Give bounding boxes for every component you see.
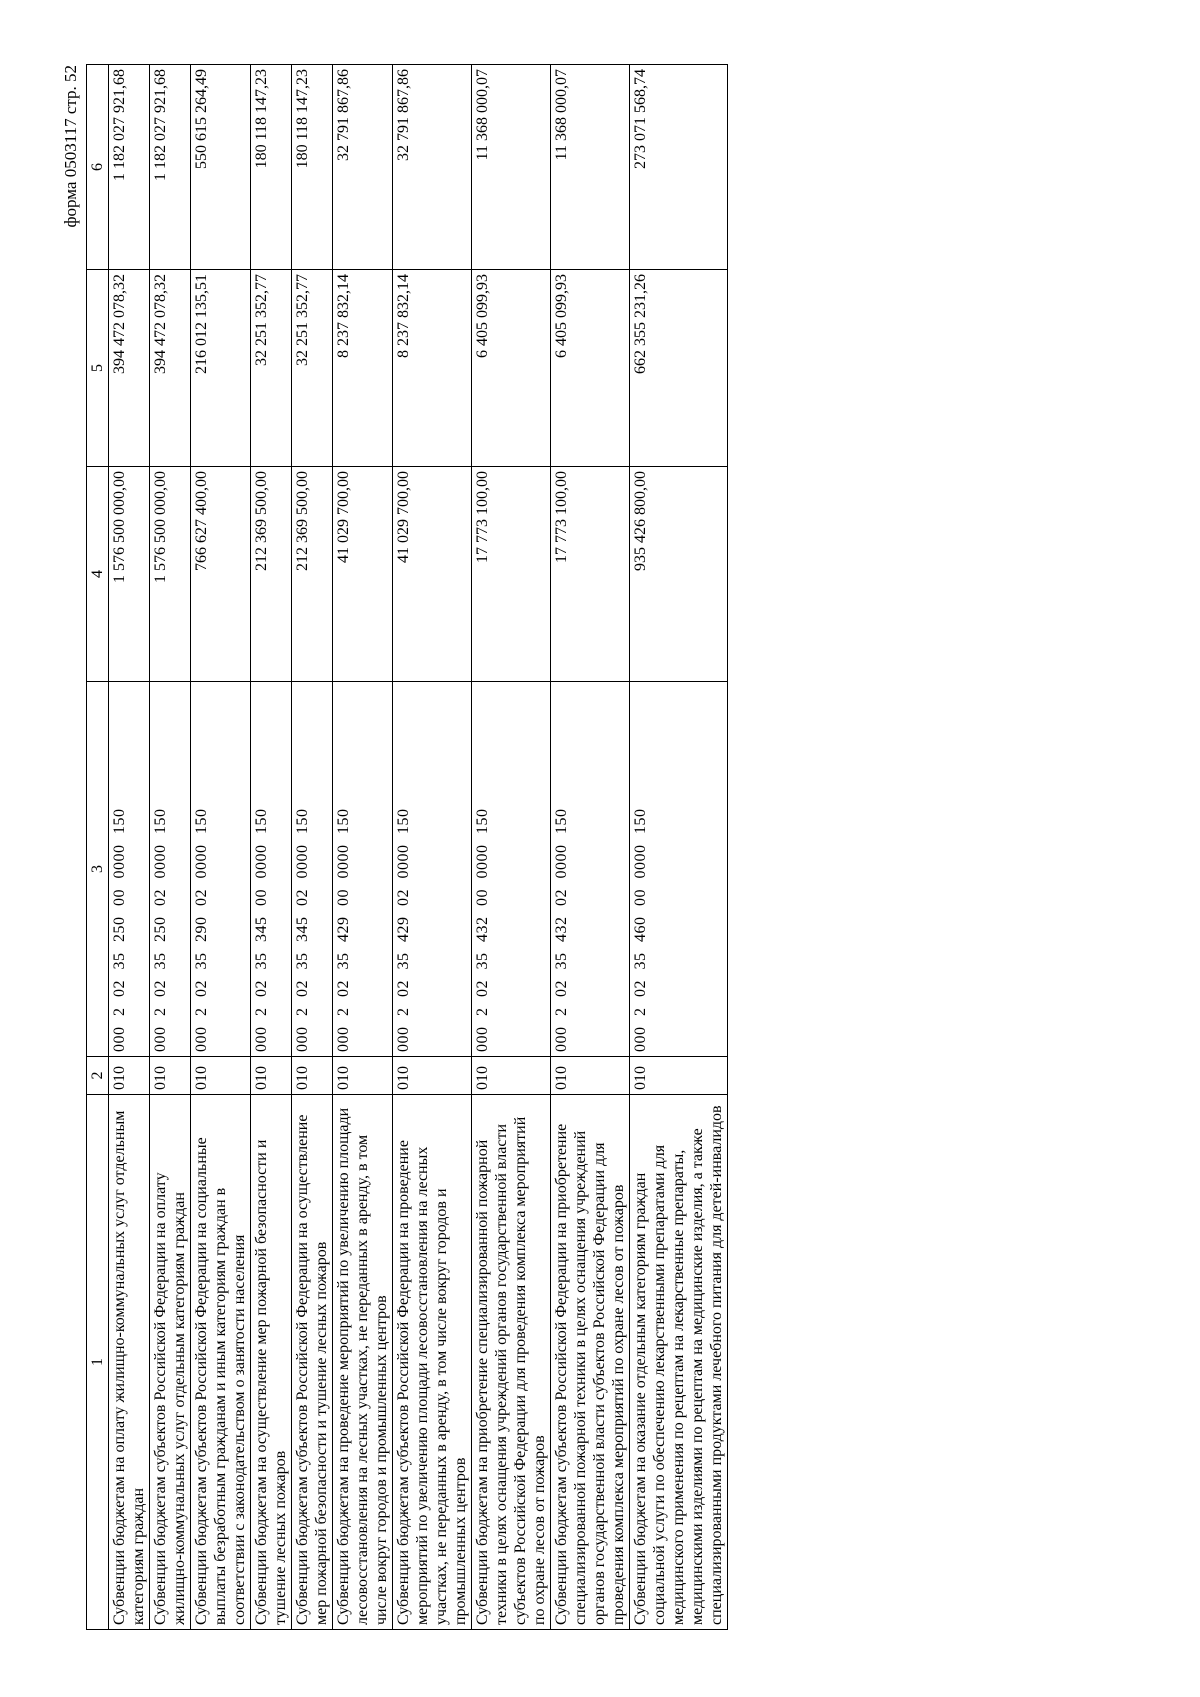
row-name: Субвенции бюджетам на осуществление мер пожарной безопасности и тушение лесных пожаров: [251, 1095, 292, 1630]
unexecuted-amount: 32 791 867,86: [393, 65, 472, 270]
executed-amount: 394 472 078,32: [150, 270, 191, 467]
unexecuted-amount: 11 368 000,07: [551, 65, 630, 270]
executed-amount: 6 405 099,93: [472, 270, 551, 467]
approved-amount: 766 627 400,00: [191, 467, 251, 682]
row-name: Субвенции бюджетам субъектов Российской Федерации на проведение мероприятий по увеличению площади лесовосстановления на лесных участках, не переданных в аренду, в том числе вокруг городов и промышленных центров: [393, 1095, 472, 1630]
budget-code: 000 2 02 35 460 00 0000 150: [630, 682, 728, 1057]
column-number-row: [87, 65, 109, 1630]
column-header: 2: [87, 1057, 109, 1095]
line-code: 010: [251, 1057, 292, 1095]
column-header: 4: [87, 467, 109, 682]
approved-amount: 17 773 100,00: [551, 467, 630, 682]
row-name: Субвенции бюджетам субъектов Российской Федерации на социальные выплаты безработным гражданам и иным категориям граждан в соответствии с законодательством о занятости населения: [191, 1095, 251, 1630]
executed-amount: 6 405 099,93: [551, 270, 630, 467]
line-code: 010: [393, 1057, 472, 1095]
table-row: [551, 65, 630, 1630]
approved-amount: 1 576 500 000,00: [150, 467, 191, 682]
unexecuted-amount: 11 368 000,07: [472, 65, 551, 270]
row-name: Субвенции бюджетам на приобретение специализированной пожарной техники в целях оснащения учреждений органов государственной власти субъектов Российской Федерации для проведения комплекса мероприятий по охране лесов от пожаров: [472, 1095, 551, 1630]
row-name: Субвенции бюджетам субъектов Российской Федерации на приобретение специализированной пожарной техники в целях оснащения учреждений органов государственной власти субъектов Российской Федерации для проведения комплекса мероприятий по охране лесов от пожаров: [551, 1095, 630, 1630]
unexecuted-amount: 273 071 568,74: [630, 65, 728, 270]
approved-amount: 1 576 500 000,00: [109, 467, 150, 682]
line-code: 010: [191, 1057, 251, 1095]
line-code: 010: [292, 1057, 333, 1095]
line-code: 010: [472, 1057, 551, 1095]
table-row: [630, 65, 728, 1630]
line-code: 010: [333, 1057, 393, 1095]
column-header: 5: [87, 270, 109, 467]
column-header: 1: [87, 1095, 109, 1630]
table-row: [333, 65, 393, 1630]
table-row: [191, 65, 251, 1630]
table-row: [109, 65, 150, 1630]
table-row: [150, 65, 191, 1630]
approved-amount: 41 029 700,00: [333, 467, 393, 682]
executed-amount: 32 251 352,77: [292, 270, 333, 467]
column-header: 3: [87, 682, 109, 1057]
budget-code: 000 2 02 35 250 00 0000 150: [109, 682, 150, 1057]
budget-code: 000 2 02 35 345 00 0000 150: [251, 682, 292, 1057]
budget-code: 000 2 02 35 250 02 0000 150: [150, 682, 191, 1057]
row-name: Субвенции бюджетам на оказание отдельным категориям граждан социальной услуги по обеспечению лекарственными препаратами для медицинского применения по рецептам на лекарственные препараты, медицинскими изделиями по рецептам на медицинские изделия, а также специализированными продуктами лечебного питания для детей-инвалидов: [630, 1095, 728, 1630]
approved-amount: 212 369 500,00: [292, 467, 333, 682]
line-code: 010: [630, 1057, 728, 1095]
executed-amount: 8 237 832,14: [333, 270, 393, 467]
unexecuted-amount: 1 182 027 921,68: [109, 65, 150, 270]
table-row: [251, 65, 292, 1630]
approved-amount: 212 369 500,00: [251, 467, 292, 682]
row-name: Субвенции бюджетам на проведение мероприятий по увеличению площади лесовосстановления на лесных участках, не переданных в аренду, в том числе вокруг городов и промышленных центров: [333, 1095, 393, 1630]
budget-code: 000 2 02 35 429 02 0000 150: [393, 682, 472, 1057]
unexecuted-amount: 180 118 147,23: [251, 65, 292, 270]
budget-code: 000 2 02 35 432 00 0000 150: [472, 682, 551, 1057]
line-code: 010: [551, 1057, 630, 1095]
unexecuted-amount: 550 615 264,49: [191, 65, 251, 270]
line-code: 010: [150, 1057, 191, 1095]
approved-amount: 41 029 700,00: [393, 467, 472, 682]
budget-code: 000 2 02 35 429 00 0000 150: [333, 682, 393, 1057]
executed-amount: 8 237 832,14: [393, 270, 472, 467]
form-label: форма 0503117 стр. 52: [61, 65, 80, 228]
approved-amount: 935 426 800,00: [630, 467, 728, 682]
executed-amount: 32 251 352,77: [251, 270, 292, 467]
row-name: Субвенции бюджетам на оплату жилищно-коммунальных услуг отдельным категориям граждан: [109, 1095, 150, 1630]
column-header: 6: [87, 65, 109, 270]
table-row: [292, 65, 333, 1630]
row-name: Субвенции бюджетам субъектов Российской Федерации на оплату жилищно-коммунальных услуг отдельным категориям граждан: [150, 1095, 191, 1630]
unexecuted-amount: 1 182 027 921,68: [150, 65, 191, 270]
rotated-page: [60, 65, 1130, 1630]
executed-amount: 662 355 231,26: [630, 270, 728, 467]
unexecuted-amount: 180 118 147,23: [292, 65, 333, 270]
table-row: [472, 65, 551, 1630]
row-name: Субвенции бюджетам субъектов Российской Федерации на осуществление мер пожарной безопасности и тушение лесных пожаров: [292, 1095, 333, 1630]
line-code: 010: [109, 1057, 150, 1095]
budget-code: 000 2 02 35 345 02 0000 150: [292, 682, 333, 1057]
budget-code: 000 2 02 35 290 02 0000 150: [191, 682, 251, 1057]
unexecuted-amount: 32 791 867,86: [333, 65, 393, 270]
budget-table: [86, 64, 728, 1630]
executed-amount: 216 012 135,51: [191, 270, 251, 467]
approved-amount: 17 773 100,00: [472, 467, 551, 682]
budget-code: 000 2 02 35 432 02 0000 150: [551, 682, 630, 1057]
table-row: [393, 65, 472, 1630]
executed-amount: 394 472 078,32: [109, 270, 150, 467]
